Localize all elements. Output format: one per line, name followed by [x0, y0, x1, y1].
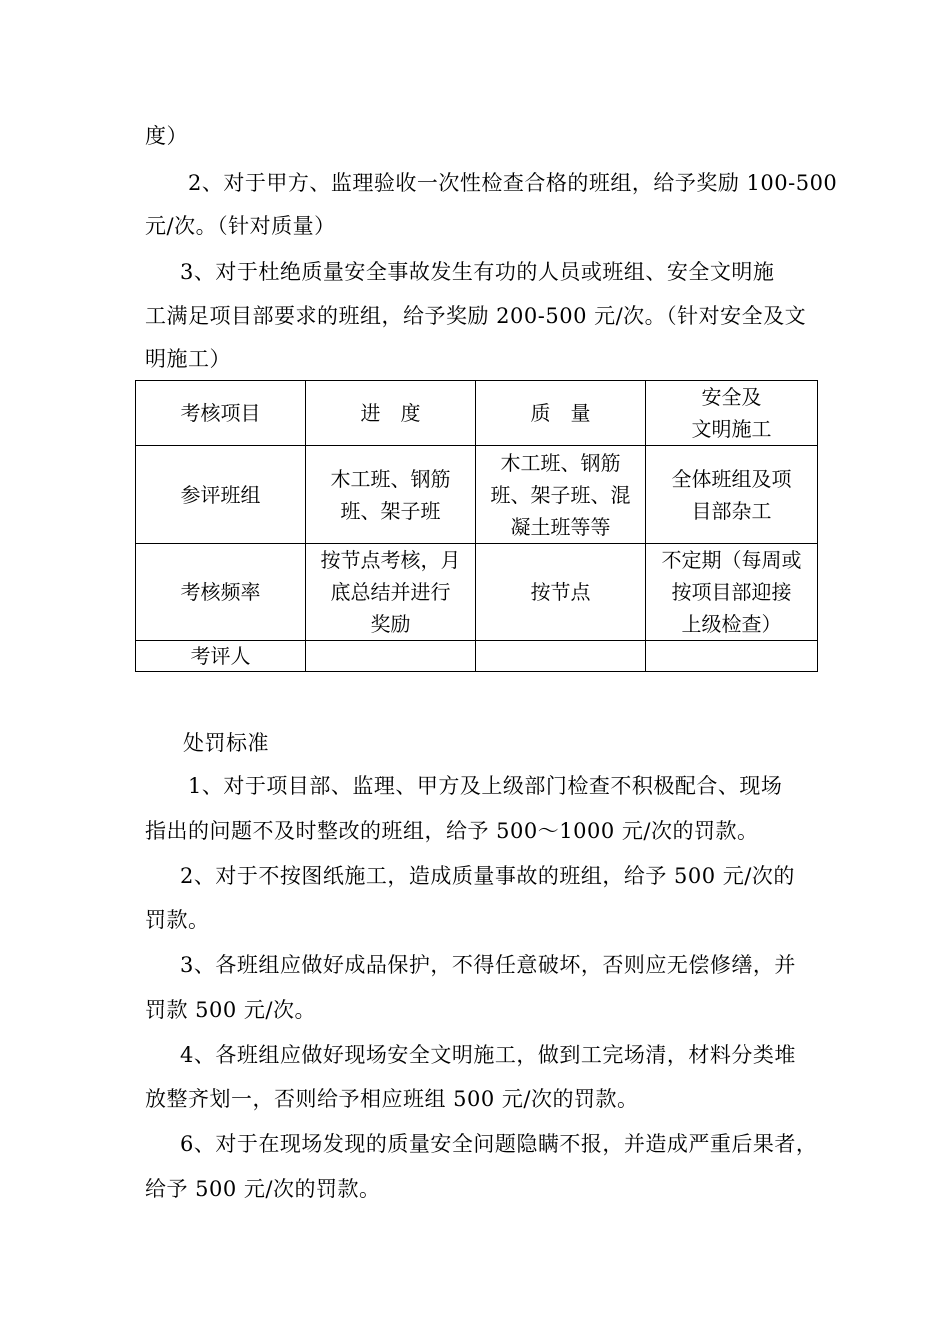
table-row	[136, 381, 818, 446]
table-row	[136, 641, 818, 672]
table-header-cell: 考核项目	[136, 381, 306, 446]
paragraph-line: 罚款。	[145, 908, 210, 932]
table-row	[136, 446, 818, 544]
paragraph-line: 3、对于杜绝质量安全事故发生有功的人员或班组、安全文明施	[180, 260, 775, 284]
table-cell	[476, 641, 646, 672]
table-cell: 考核频率	[136, 544, 306, 641]
table-header-cell: 进 度	[306, 381, 476, 446]
table-cell: 不定期（每周或 按项目部迎接 上级检查）	[646, 544, 818, 641]
table-cell: 全体班组及项 目部杂工	[646, 446, 818, 544]
table-cell: 木工班、钢筋 班、架子班	[306, 446, 476, 544]
table-cell	[306, 641, 476, 672]
table-cell: 按节点	[476, 544, 646, 641]
table-header-cell: 安全及 文明施工	[646, 381, 818, 446]
paragraph-line: 度）	[145, 124, 188, 148]
paragraph-line: 放整齐划一，否则给予相应班组 500 元/次的罚款。	[145, 1087, 639, 1111]
paragraph-line: 2、对于甲方、监理验收一次性检查合格的班组，给予奖励 100-500	[188, 171, 838, 195]
table-cell: 考评人	[136, 641, 306, 672]
table-cell: 木工班、钢筋 班、架子班、混 凝土班等等	[476, 446, 646, 544]
table-cell	[646, 641, 818, 672]
paragraph-line: 元/次。（针对质量）	[145, 214, 336, 238]
paragraph-line: 明施工）	[145, 347, 231, 371]
table-header-cell: 质 量	[476, 381, 646, 446]
assessment-table	[135, 380, 818, 672]
paragraph-line: 1、对于项目部、监理、甲方及上级部门检查不积极配合、现场	[188, 774, 783, 798]
paragraph-line: 给予 500 元/次的罚款。	[145, 1177, 381, 1201]
paragraph-line: 6、对于在现场发现的质量安全问题隐瞒不报，并造成严重后果者，	[180, 1132, 818, 1156]
paragraph-line: 3、各班组应做好成品保护，不得任意破坏，否则应无偿修缮，并	[180, 953, 796, 977]
paragraph-line: 指出的问题不及时整改的班组，给予 500～1000 元/次的罚款。	[145, 819, 759, 843]
paragraph-line: 罚款 500 元/次。	[145, 998, 317, 1022]
section-heading: 处罚标准	[183, 731, 269, 755]
table-cell: 参评班组	[136, 446, 306, 544]
paragraph-line: 4、各班组应做好现场安全文明施工，做到工完场清，材料分类堆	[180, 1043, 796, 1067]
paragraph-line: 2、对于不按图纸施工，造成质量事故的班组，给予 500 元/次的	[180, 864, 795, 888]
table-row	[136, 544, 818, 641]
table-cell: 按节点考核，月 底总结并进行 奖励	[306, 544, 476, 641]
paragraph-line: 工满足项目部要求的班组，给予奖励 200-500 元/次。（针对安全及文	[145, 304, 807, 328]
